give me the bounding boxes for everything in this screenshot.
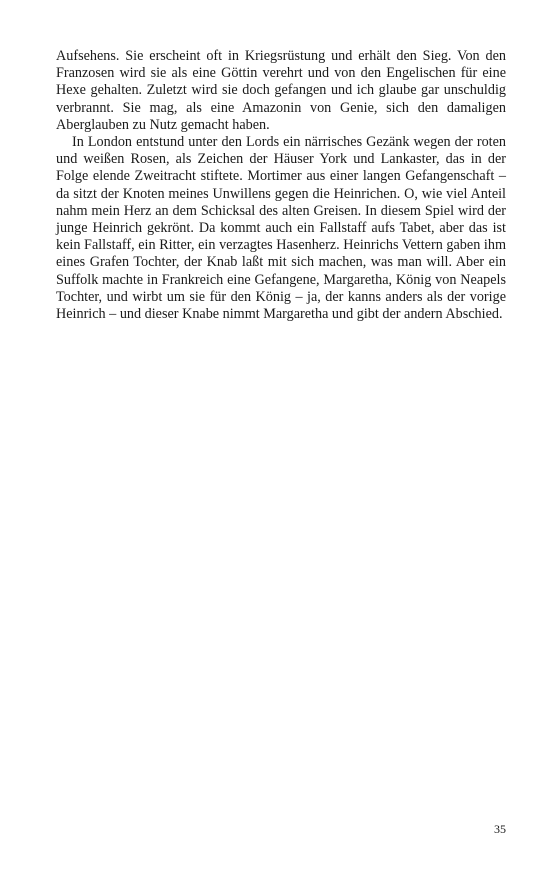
body-text [56,48,506,323]
paragraph-1: Aufsehens. Sie erscheint oft in Kriegsrüstung und erhält den Sieg. Von den Franzosen wird sie als eine Göttin verehrt und von den Engelischen für eine Hexe gehalten. Zuletzt wird sie doch gefangen und ich glaube gar unschuldig verbrannt. Sie mag, als eine Amazonin von Genie, sich den damaligen Aberglauben zu Nutz gemacht haben. [56,48,506,133]
paragraph-2: In London entstund unter den Lords ein närrisches Gezänk wegen der roten und weißen Rosen, als Zeichen der Häuser York und Lankaster, das in der Folge elende Zweitracht stiftete. Mortimer aus einer langen Gefangenschaft – da sitzt der Knoten meines Unwillens gegen die Heinrichen. O, wie viel Anteil nahm mein Herz an dem Schicksal des alten Greisen. In diesem Spiel wird der junge Heinrich gekrönt. Da kommt auch ein Fallstaff aufs Tabet, aber das ist kein Fallstaff, ein Ritter, ein verzagtes Hasenherz. Heinrichs Vettern gaben ihm eines Grafen Tochter, der Knab laßt mit sich machen, was man will. Aber ein Suffolk machte in Frankreich eine Gefangene, Margaretha, König von Neapels Tochter, und wirbt um sie für den König – ja, der kanns anders als der vorige Heinrich – und dieser Knabe nimmt Margaretha und gibt der andern Abschied. [56,134,506,323]
page-number: 35 [494,822,506,836]
